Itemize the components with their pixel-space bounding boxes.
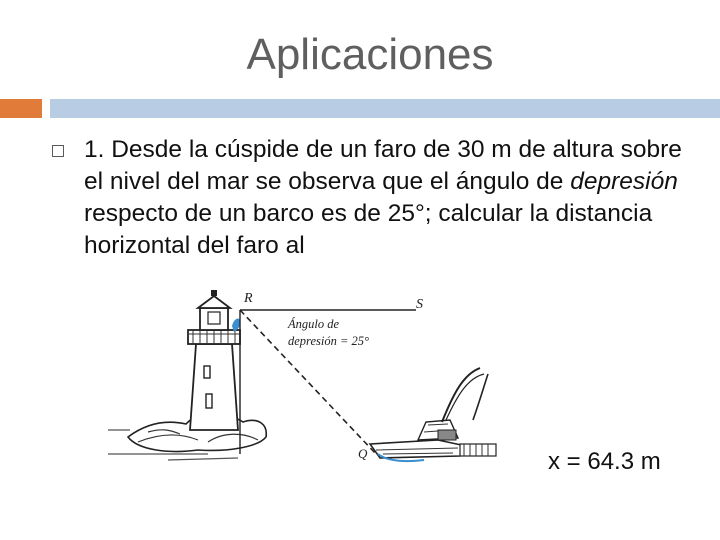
answer-text: x = 64.3 m [548, 448, 661, 475]
square-bullet-icon [52, 145, 64, 157]
problem-text-part-2: respecto de un barco es de 25°; calcular la distancia horizontal del faro al [84, 200, 653, 259]
lighthouse-tower [190, 344, 238, 430]
label-s: S [416, 297, 423, 312]
label-r: R [244, 291, 253, 306]
label-q: Q [358, 446, 368, 461]
problem-text-emphasis: depresión [570, 168, 678, 195]
angle-label-line-1: Ángulo de [288, 317, 340, 331]
header-rule [50, 99, 720, 118]
lighthouse-diagram [108, 282, 508, 472]
problem-text [84, 134, 694, 262]
slide-title: Aplicaciones [246, 30, 494, 79]
accent-bar [0, 99, 42, 118]
angle-label-line-2: depresión = 25° [288, 334, 370, 348]
problem-text-part-1: 1. Desde la cúspide de un faro de 30 m de altura sobre el nivel del mar se observa que el ángulo de [84, 136, 682, 195]
